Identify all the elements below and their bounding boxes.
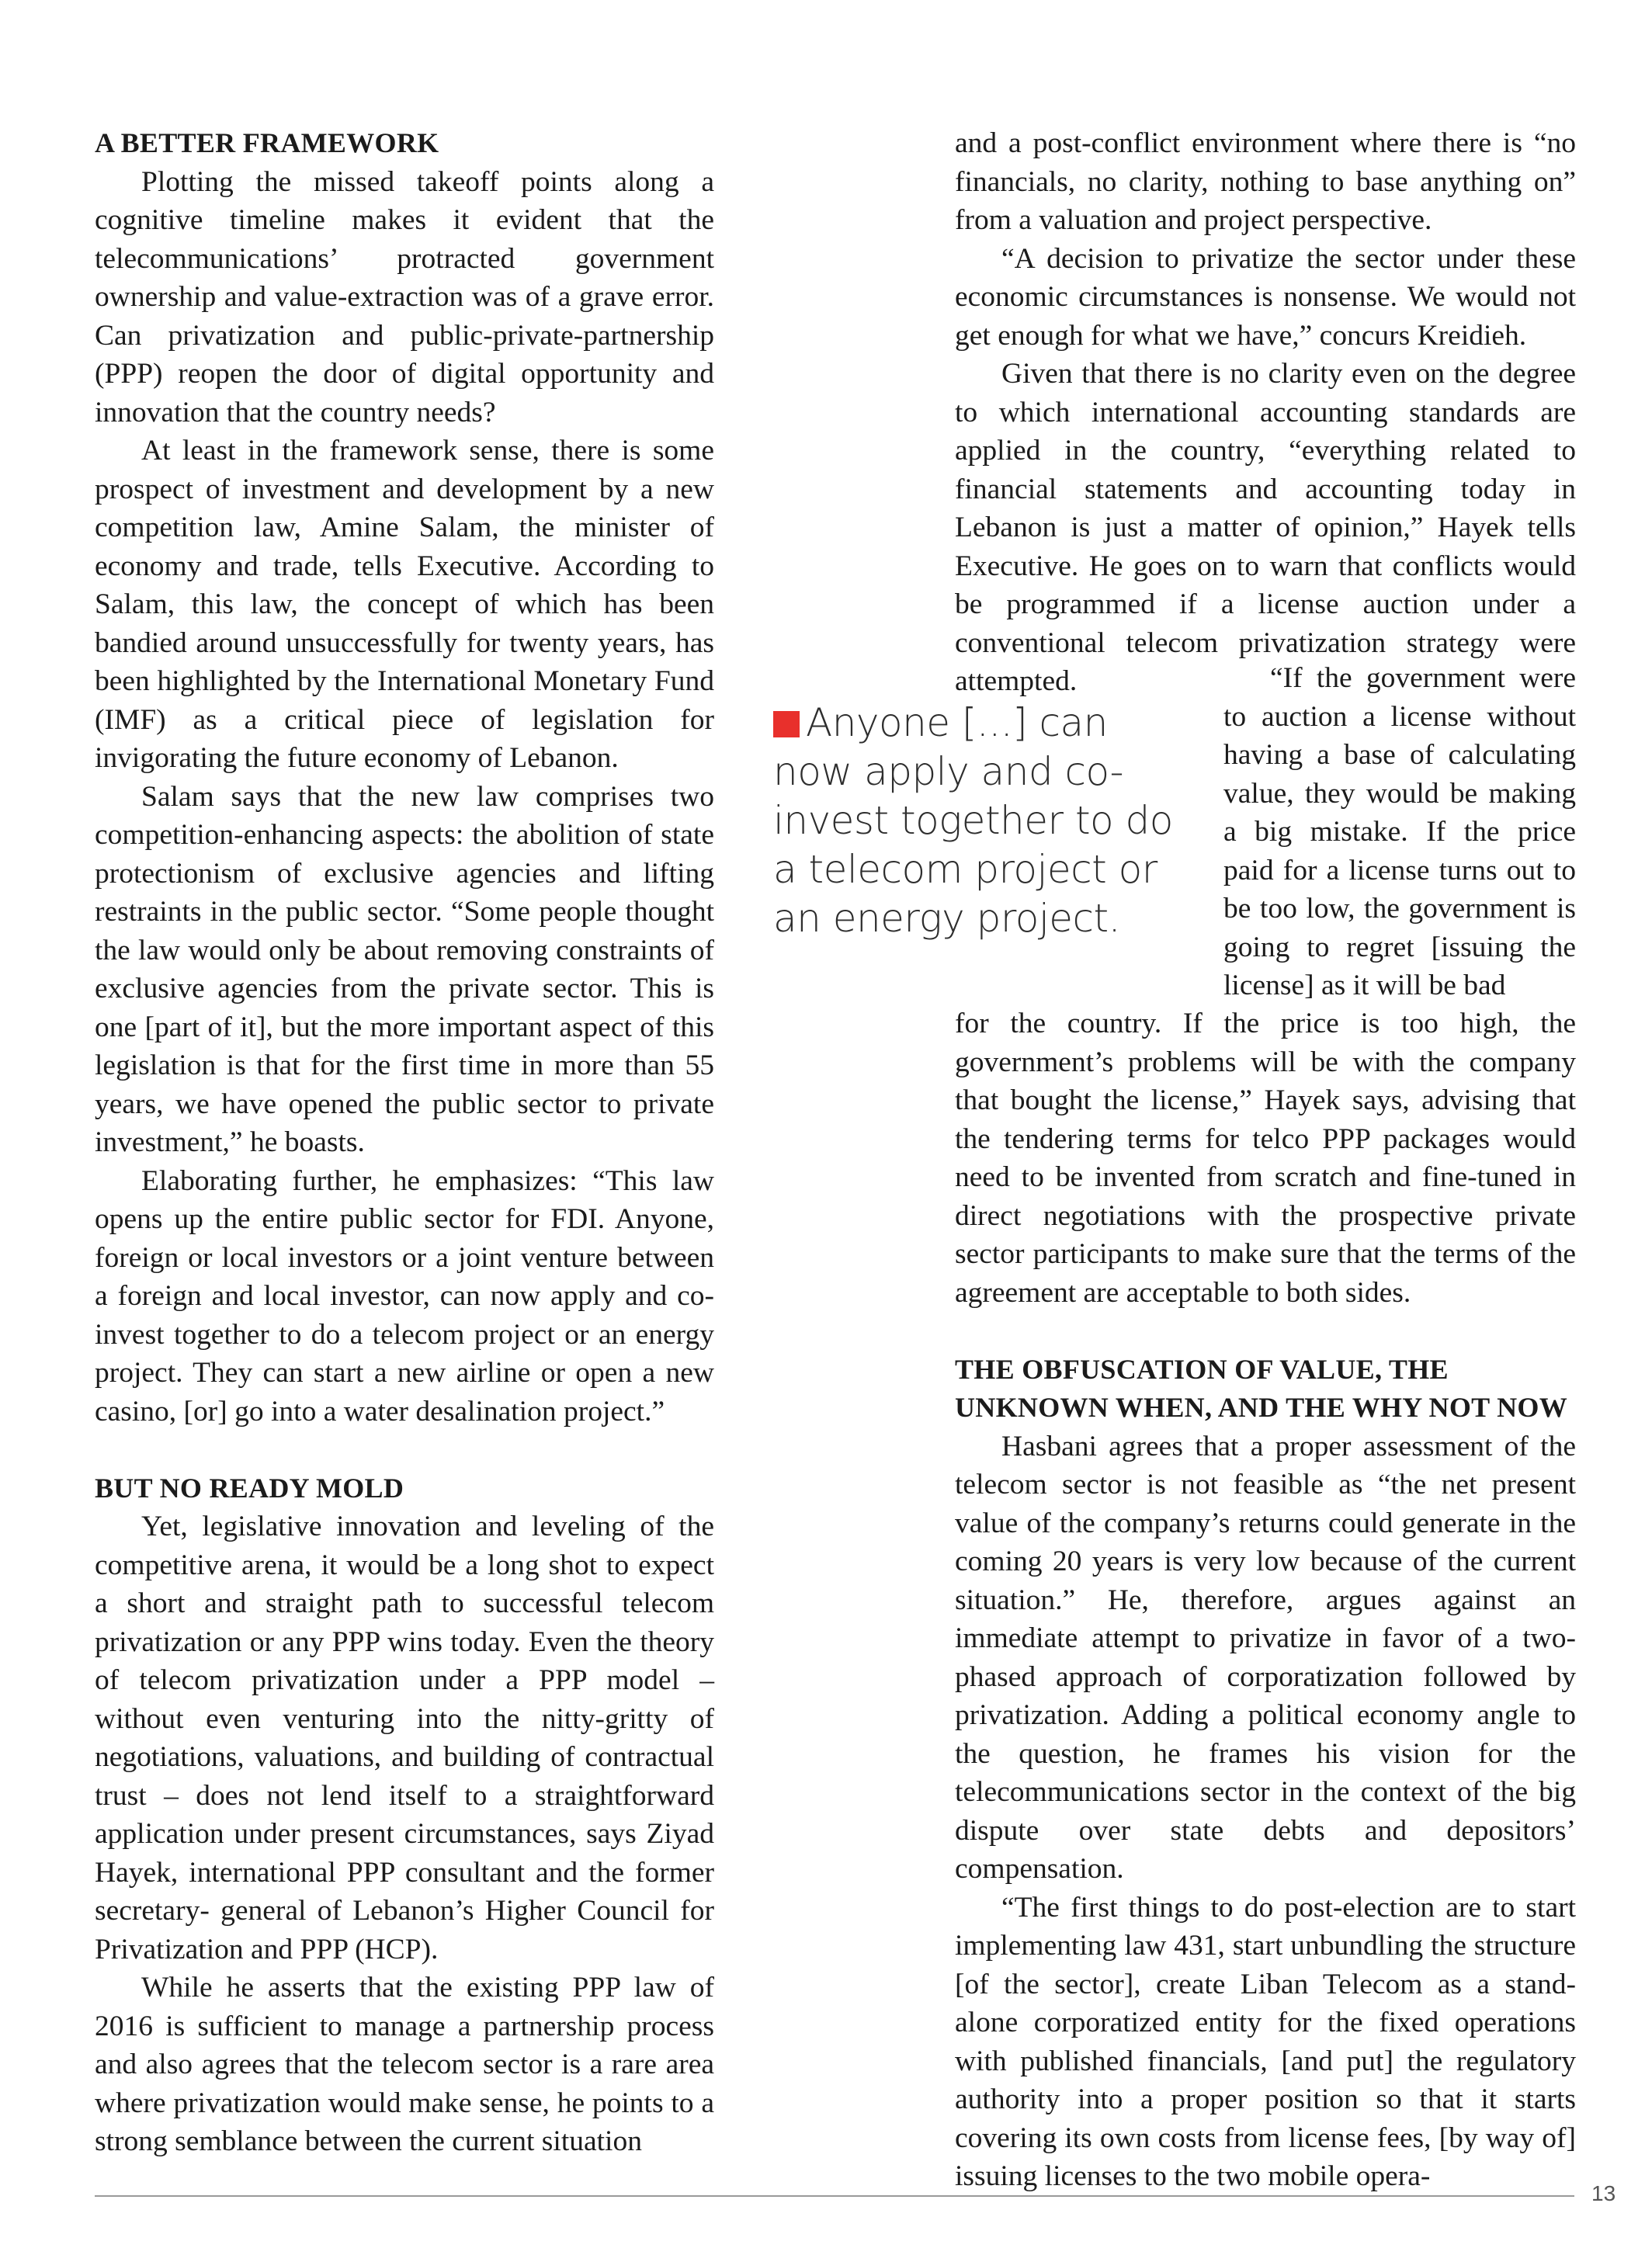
section-heading-no-ready-mold: BUT NO READY MOLD (95, 1472, 404, 1504)
paragraph: Yet, legislative innovation and leveling of the competitive arena, it would be a long shot to expect a short and straight path to successful telecom privatization or any PPP wins today. Even the theory of telecom privatization under a PPP model – without even venturing into the nitty-gritty of negotiations, valuations, and building of contractual trust – does not lend itself to a straightforward application under present circumstances, says Ziyad Hayek, international PPP consultant and the former secretary- general of Lebanon’s Higher Council for Privatization and PPP (HCP). (95, 1511, 714, 1965)
paragraph: Elaborating further, he emphasizes: “This law opens up the entire public sector for FDI. Anyone, foreign or local investors or a joint venture between a foreign and local investor, can now apply and co-invest together to do a telecom project or an energy project. They can start a new airline or open a new casino, [or] go into a water desalination project.” (95, 1164, 714, 1428)
paragraph: Hasbani agrees that a proper assessment of the telecom sector is not feasible as “the net present value of the company’s returns could generate in the coming 20 years is very low because of the current situation.” He, therefore, argues against an immediate attempt to privatize in favor of a two-phased approach of corporatization followed by privatization. Adding a political economy angle to the question, he frames his vision for the telecommunications sector in the context of the big dispute over state debts and depositors’ compensation. (955, 1430, 1576, 1885)
page-number: 13 (1591, 2181, 1616, 2205)
section-gap (955, 1312, 1576, 1351)
paragraph: “The first things to do post-election are to start implementing law 431, start unbundling the structure [of the sector], create Liban Telecom as a stand-alone corporatized entity for the fixed operations with published financials, [and put] the regulatory authority into a proper position so that it starts covering its own costs from license fees, [by way of] issuing licenses to the two mobile opera- (955, 1891, 1576, 2192)
right-column-bottom (955, 1004, 1576, 2196)
paragraph: Salam says that the new law comprises two competition-enhancing aspects: the abolition of state protectionism of exclusive agencies and lifting restraints in the public sector. “Some people thought the law would only be about removing constraints of exclusive agencies from the private sector. This is one [part of it], but the more important aspect of this legislation is that for the first time in more than 55 years, we have opened the public sector to private investment,” he boasts. (95, 780, 714, 1158)
red-square-icon (773, 711, 800, 737)
right-column-wrap (1223, 659, 1576, 1005)
paragraph: Plotting the missed takeoff points along a cognitive timeline makes it evident that the telecommunications’ protracted government ownership and value-extraction was of a grave error. Can privatization and public-private-partnership (PPP) reopen the door of digital opportunity and innovation that the country needs? (95, 165, 714, 428)
right-column-top (955, 124, 1576, 701)
section-heading-better-framework: A BETTER FRAMEWORK (95, 127, 439, 158)
paragraph: “A decision to privatize the sector under these economic circumstances is nonsense. We would not get enough for what we have,” concurs Kreidieh. (955, 242, 1576, 352)
paragraph: Given that there is no clarity even on the degree to which international accounting standards are applied in the country, “everything related to financial statements and accounting today in Lebanon is just a matter of opinion,” Hayek tells Executive. He goes on to warn that conflicts would be programmed if a license auction under a conventional telecom privatization strategy were attempted. (955, 358, 1576, 697)
paragraph: “If the government were to auction a license without having a base of calculating value, they would be making a big mistake. If the price paid for a license turns out to be too low, the government is going to regret [issuing the license] as it will be bad (1223, 662, 1576, 1001)
footer-rule (95, 2195, 1574, 2197)
pull-quote-text: Anyone [...] can now apply and co-invest together to do a telecom project or an energy project. (773, 700, 1173, 941)
pull-quote (773, 699, 1177, 943)
paragraph-continued: for the country. If the price is too high, the government’s problems will be with the company that bought the license,” Hayek says, advising that the tendering terms for telco PPP packages would need to be invented from scratch and fine-tuned in direct negotiations with the prospective private sector participants to make sure that the terms of the agreement are acceptable to both sides. (955, 1008, 1576, 1309)
paragraph: At least in the framework sense, there is some prospect of investment and development by a new competition law, Amine Salam, the minister of economy and trade, tells Executive. According to Salam, this law, the concept of which has been bandied around unsuccessfully for twenty years, has been highlighted by the International Monetary Fund (IMF) as a critical piece of legislation for invigorating the future economy of Lebanon. (95, 435, 714, 774)
section-gap (95, 1431, 714, 1469)
paragraph: and a post-conflict environment where there is “no financials, no clarity, nothing to base anything on” from a valuation and project perspective. (955, 127, 1576, 236)
left-column (95, 124, 714, 2161)
paragraph: While he asserts that the existing PPP law of 2016 is sufficient to manage a partnership process and also agrees that the telecom sector is a rare area where privatization would make sense, he points to a strong semblance between the current situation (95, 1972, 714, 2157)
section-heading-obfuscation-of-value: THE OBFUSCATION OF VALUE, THE UNKNOWN WHEN, AND THE WHY NOT NOW (955, 1353, 1568, 1423)
